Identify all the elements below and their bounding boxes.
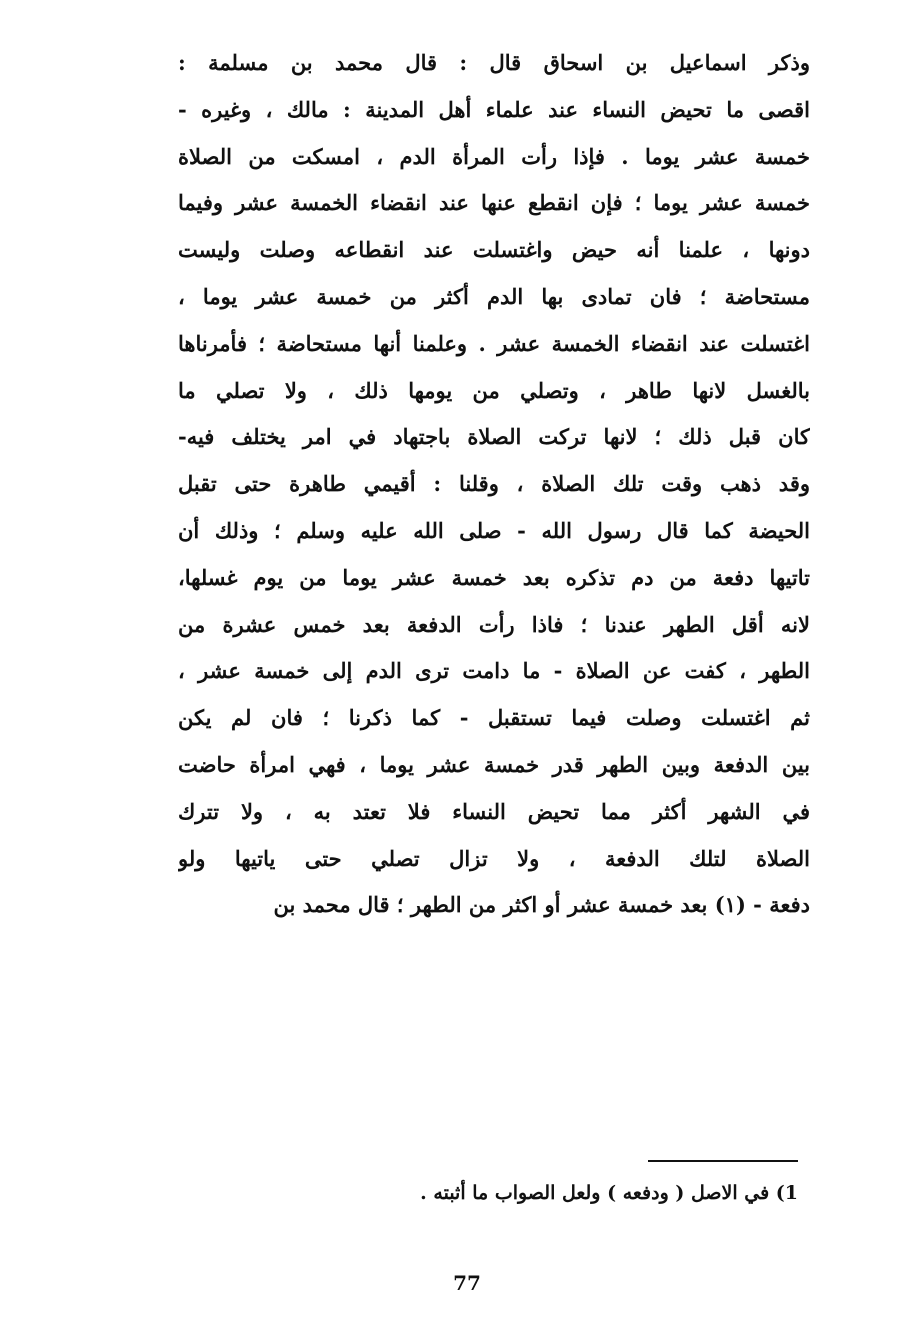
text-line: خمسة عشر يوما ؛ فإن انقطع عنها عند انقضاء الخمسة عشر وفيما [178, 190, 810, 216]
text-line: بين الدفعة وبين الطهر قدر خمسة عشر يوما ، فهي امرأة حاضت [178, 751, 810, 777]
text-line: خمسة عشر يوما . فإذا رأت المرأة الدم ، امسكت من الصلاة [178, 143, 810, 169]
main-text-block [178, 40, 810, 929]
text-line: دونها ، علمنا أنه حيض واغتسلت عند انقطاعه وصلت وليست [178, 237, 810, 263]
text-line: كان قبل ذلك ؛ لانها تركت الصلاة باجتهاد في امر يختلف فيه- [178, 424, 810, 450]
text-line: في الشهر أكثر مما تحيض النساء فلا تعتد به ، ولا تترك [178, 798, 810, 824]
footnote-divider [648, 1160, 798, 1162]
text-line: الصلاة لتلك الدفعة ، ولا تزال تصلي حتى ياتيها ولو [178, 845, 810, 871]
text-line: الحيضة كما قال رسول الله - صلى الله عليه وسلم ؛ وذلك أن [178, 517, 810, 543]
text-line: بالغسل لانها طاهر ، وتصلي من يومها ذلك ، ولا تصلي ما [178, 377, 810, 403]
text-line: مستحاضة ؛ فان تمادى بها الدم أكثر من خمسة عشر يوما ، [178, 283, 810, 309]
text-line: تاتيها دفعة من دم تذكره بعد خمسة عشر يوما من يوم غسلها، [178, 564, 810, 590]
text-line: وذكر اسماعيل بن اسحاق قال : قال محمد بن مسلمة : [178, 50, 810, 75]
text-line: اقصى ما تحيض النساء عند علماء أهل المدينة : مالك ، وغيره - [178, 96, 810, 122]
footnote: 1) في الاصل ( ودفعه ) ولعل الصواب ما أثبته . [420, 1182, 798, 1204]
page-number: 77 [453, 1271, 481, 1295]
text-line: وقد ذهب وقت تلك الصلاة ، وقلنا : أقيمي طاهرة حتى تقبل [178, 471, 810, 497]
text-line: الطهر ، كفت عن الصلاة - ما دامت ترى الدم إلى خمسة عشر ، [178, 658, 810, 684]
text-line: دفعة - (١) بعد خمسة عشر أو اكثر من الطهر ؛ قال محمد بن [273, 892, 810, 918]
text-line: اغتسلت عند انقضاء الخمسة عشر . وعلمنا أنها مستحاضة ؛ فأمرناها [178, 330, 810, 356]
text-line: لانه أقل الطهر عندنا ؛ فاذا رأت الدفعة بعد خمس عشرة من [178, 611, 810, 637]
text-line: ثم اغتسلت وصلت فيما تستقبل - كما ذكرنا ؛ فان لم يكن [178, 705, 810, 731]
